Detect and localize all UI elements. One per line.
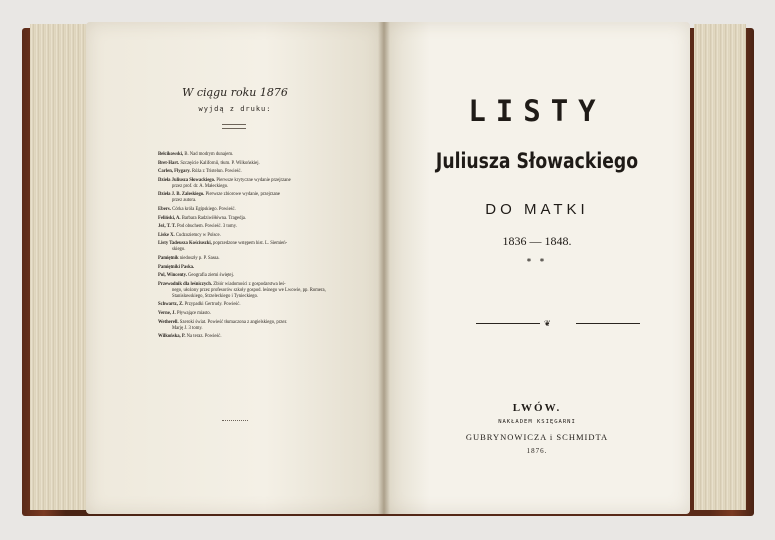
open-book — [22, 22, 754, 514]
list-item-title: Pod obuchem. Powieść. 3 tomy. — [176, 224, 237, 230]
list-item-author: Dzieła J. B. Zaleskiego. — [158, 192, 205, 198]
list-item-continuation: przez autora. — [172, 198, 197, 204]
left-page-title: W ciągu roku 1876 — [182, 86, 288, 99]
title-heading: LISTY — [468, 94, 606, 128]
list-item — [158, 302, 358, 308]
list-item — [158, 161, 358, 167]
list-item-continuation: Marję J. 3 tomy. — [172, 325, 203, 331]
list-item — [158, 256, 358, 262]
list-item — [158, 273, 358, 279]
ornament-rule-right — [576, 323, 640, 324]
list-item-title: niedoszły p. P. Sassa. — [179, 255, 220, 261]
list-item-author: Przewodnik dla leśniczych. — [158, 281, 213, 287]
list-item — [158, 233, 358, 239]
list-item-author: Wilkońska, P. — [158, 334, 186, 340]
list-item-author: Ebers. — [158, 206, 171, 212]
list-item-continuation: przez prof. dr. A. Małeckiego. — [172, 183, 229, 189]
list-item — [158, 207, 358, 213]
list-item-author: Pamiętnik — [158, 255, 179, 261]
list-item — [158, 241, 358, 253]
list-item-title: Róża z Tristelun. Powieść. — [191, 169, 242, 175]
list-item-author: Schwartz, Z. — [158, 302, 184, 308]
list-item-author: Bełcikowski, — [158, 152, 184, 157]
ornament-icon: ❦ — [544, 319, 551, 328]
list-item-title: Zbiór wiadomości z gospodarstwa leś- — [213, 281, 286, 287]
title-subtitle: DO MATKI — [485, 201, 589, 218]
list-item-author: Verne, J. — [158, 310, 176, 316]
list-item-title: B. Nad modrym dunajem. — [184, 152, 234, 157]
list-item — [158, 320, 358, 332]
list-item — [158, 311, 358, 317]
list-item-title: Przypadki Gertrudy. Powieść. — [184, 302, 241, 308]
list-item-title: Na teraz. Powieść. — [186, 334, 222, 340]
list-item-title: Pływające miasto. — [176, 310, 211, 316]
list-item-title: Szczęście Kalifornii, tłum. P. Wilkońskiej. — [180, 160, 260, 166]
list-item — [158, 178, 358, 190]
list-item-title: Pierwsze zbiorowe wydanie, przejrzane — [205, 192, 280, 198]
list-item-title: Barbara Radziwiłłówna. Tragedja. — [181, 215, 247, 221]
list-item-title: Córka króla Egipskiego. Powieść. — [172, 206, 236, 212]
left-page — [86, 22, 384, 514]
list-item-title: Geografia ziemi świętej. — [188, 273, 234, 279]
list-item-title: Pierwsze krytyczne wydanie przejrzane — [216, 177, 291, 183]
list-item — [158, 152, 358, 158]
list-item-continuation: skiego. — [172, 247, 186, 253]
list-item-author: Liske X. — [158, 232, 175, 238]
list-item-author: Jeż, T. T. — [158, 224, 176, 230]
book-gutter — [378, 22, 390, 514]
list-item — [158, 334, 358, 340]
title-author: Juliusza Słowackiego — [435, 149, 639, 173]
title-years: 1836 — 1848. — [502, 234, 572, 248]
list-item-continuation: nego, ułożony przez profesorów szkoły gospod. leśnego we Lwowie, pp. Romera, Stanisławskiego, Strzeleckiego i Tynieckiego. — [172, 287, 326, 299]
list-item-author: Dzieła Juliusza Słowackiego. — [158, 177, 216, 183]
list-item — [158, 169, 358, 175]
list-item-title: Szeroki świat. Powieść tłumaczona z angielskiego, przez — [179, 319, 287, 325]
left-page-ornament — [222, 124, 246, 129]
imprint-publisher: GUBRYNOWICZA i SCHMIDTA — [465, 432, 609, 442]
list-item-title: Cudzoziemcy w Polsce. — [175, 232, 221, 238]
imprint-line: NAKŁADEM KSIĘGARNI — [498, 419, 576, 425]
list-item-author: Listy Tadeusza Kościuszki, — [158, 241, 212, 247]
list-item-author: Bret-Hart. — [158, 160, 180, 166]
list-item — [158, 192, 358, 204]
list-item-author: Feliński, A. — [158, 215, 181, 221]
list-item — [158, 265, 358, 271]
right-page — [384, 22, 690, 514]
list-item — [158, 216, 358, 222]
list-item-author: Pamiętniki Paska. — [158, 264, 195, 270]
left-page-subtitle: wyjdą z druku: — [198, 105, 272, 113]
list-item — [158, 224, 358, 230]
page-edges-right — [694, 24, 746, 510]
forthcoming-list — [158, 152, 358, 343]
list-item — [158, 282, 358, 300]
list-item-title: poprzedzone wstępem hist. L. Siemień- — [212, 241, 288, 247]
page-edges-left — [30, 24, 90, 510]
left-page-end-rule — [222, 420, 248, 423]
ornament-rule-left — [476, 323, 540, 324]
list-item-author: Pol, Wincenty. — [158, 273, 187, 279]
imprint-year: 1876. — [526, 447, 548, 455]
list-item-author: Wetherell. — [158, 319, 179, 325]
imprint-city: LWÓW. — [512, 402, 562, 414]
title-stars: * * — [526, 256, 548, 266]
list-item-author: Carlen, Flygary. — [158, 169, 191, 175]
